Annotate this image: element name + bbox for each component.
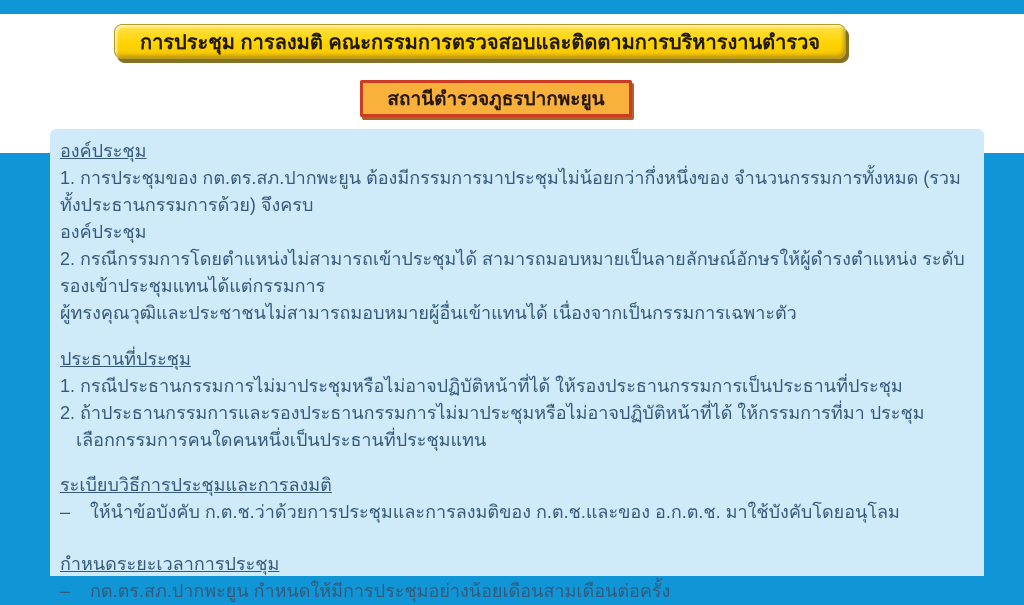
content-line: – ให้นำข้อบังคับ ก.ต.ช.ว่าด้วยการประชุมและการลงมติของ ก.ต.ช.และของ อ.ก.ต.ช. มาใช้บังคับโดยอนุโลม: [60, 502, 900, 522]
content-line: – กต.ตร.สภ.ปากพะยูน กำหนดให้มีการประชุมอย่างน้อยเดือนสามเดือนต่อครั้ง: [60, 581, 671, 601]
station-name-banner: [360, 80, 632, 117]
section-header: ระเบียบวิธีการประชุมและการลงมติ: [60, 475, 332, 495]
content-line: เลือกกรรมการคนใดคนหนึ่งเป็นประธานที่ประชุมแทน: [76, 430, 487, 450]
section-header: องค์ประชุม: [60, 141, 147, 161]
title-banner: [114, 24, 846, 59]
slide-title: การประชุม การลงมติ คณะกรรมการตรวจสอบและติดตามการบริหารงานตำรวจ: [139, 31, 821, 54]
content-line: 1. การประชุมของ กต.ตร.สภ.ปากพะยูน ต้องมีกรรมการมาประชุมไม่น้อยกว่ากึ่งหนึ่งของ จำนวนกรรมการทั้งหมด (รวมทั้งประธานกรรมการด้วย) จึงครบ: [60, 168, 961, 215]
station-name: สถานีตำรวจภูธรปากพะยูน: [387, 88, 605, 110]
section-chairman: [60, 346, 972, 454]
content-line: 1. กรณีประธานกรรมการไม่มาประชุมหรือไม่อาจปฏิบัติหน้าที่ได้ ให้รองประธานกรรมการเป็นประธานที่ประชุม: [60, 376, 903, 396]
content-line: 2. ถ้าประธานกรรมการและรองประธานกรรมการไม่มาประชุมหรือไม่อาจปฏิบัติหน้าที่ได้ ให้กรรมการที่มา ประชุม: [60, 403, 925, 423]
section-quorum: [60, 138, 972, 327]
section-header: กำหนดระยะเวลาการประชุม: [60, 554, 280, 574]
section-schedule: [60, 551, 972, 605]
content-line: องค์ประชุม: [60, 222, 147, 242]
section-header: ประธานที่ประชุม: [60, 349, 191, 369]
content-line: 2. กรณีกรรมการโดยตำแหน่งไม่สามารถเข้าประชุมได้ สามารถมอบหมายเป็นลายลักษณ์อักษรให้ผู้ดำรงตำแหน่ง ระดับรองเข้าประชุมแทนได้แต่กรรมการ: [60, 249, 965, 296]
content-panel: [50, 129, 984, 601]
content-line: ผู้ทรงคุณวุฒิและประชาชนไม่สามารถมอบหมายผู้อื่นเข้าแทนได้ เนื่องจากเป็นกรรมการเฉพาะตัว: [60, 303, 797, 323]
section-procedure: [60, 472, 972, 526]
